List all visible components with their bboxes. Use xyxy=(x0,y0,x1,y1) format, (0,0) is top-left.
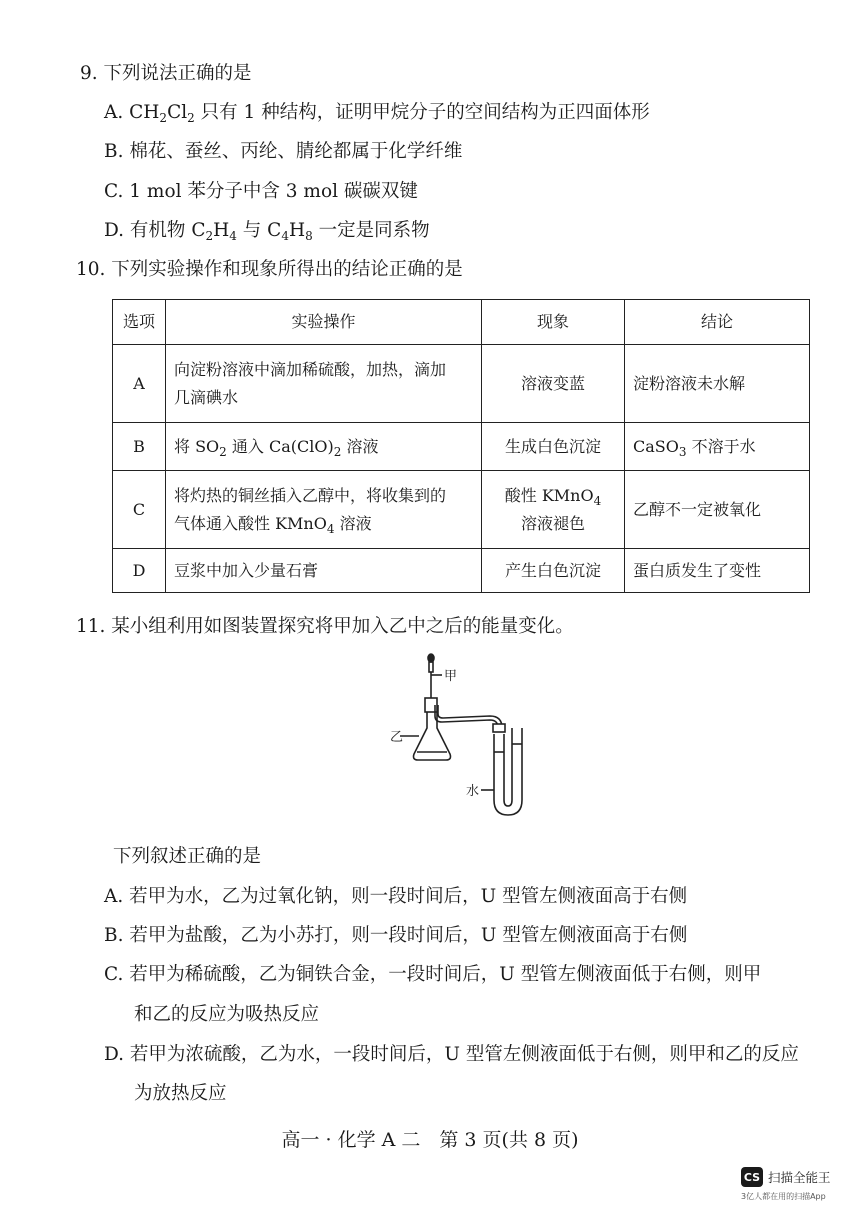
label-shui: 水 xyxy=(466,784,480,799)
q9-option-a: A. $CH_2Cl_2$ 只有 1 种结构，证明甲烷分子的空间结构为正四面体形 xyxy=(104,102,650,125)
row-operation: 将 $SO_2$ 通入 $Ca(ClO)_2$ 溶液 xyxy=(166,423,482,471)
q11-option-d-line1: D. 若甲为浓硫酸，乙为水，一段时间后，U 型管左侧液面低于右侧，则甲和乙的反应 xyxy=(104,1044,799,1065)
table-header-row xyxy=(113,300,810,345)
q11-option-c-line1: C. 若甲为稀硫酸，乙为铜铁合金，一段时间后，U 型管左侧液面低于右侧，则甲 xyxy=(104,964,762,985)
table-row xyxy=(113,345,810,423)
row-conclusion: 乙醇不一定被氧化 xyxy=(625,471,810,549)
q10-stem: 10. 下列实验操作和现象所得出的结论正确的是 xyxy=(76,259,463,280)
q11-option-b: B. 若甲为盐酸，乙为小苏打，则一段时间后，U 型管左侧液面高于右侧 xyxy=(104,925,688,946)
q9-stem: 9. 下列说法正确的是 xyxy=(80,63,252,84)
row-option: C xyxy=(113,471,166,549)
camscanner-name: 扫描全能王 xyxy=(768,1170,831,1185)
table-row xyxy=(113,549,810,593)
flask-icon xyxy=(400,698,451,760)
experiment-table xyxy=(112,299,810,593)
header-operation: 实验操作 xyxy=(166,300,482,345)
q11-option-a: A. 若甲为水，乙为过氧化钠，则一段时间后，U 型管左侧液面高于右侧 xyxy=(104,886,688,907)
connecting-tube-icon xyxy=(435,705,502,732)
q9-option-b: B. 棉花、蚕丝、丙纶、腈纶都属于化学纤维 xyxy=(104,141,463,162)
q11-stem: 11. 某小组利用如图装置探究将甲加入乙中之后的能量变化。 xyxy=(76,616,574,637)
q11-intro: 下列叙述正确的是 xyxy=(113,846,262,867)
camscanner-tagline: 3亿人都在用的扫描App xyxy=(741,1192,826,1201)
q11-option-c-line2: 和乙的反应为吸热反应 xyxy=(134,1004,320,1025)
header-option: 选项 xyxy=(113,300,166,345)
header-conclusion: 结论 xyxy=(625,300,810,345)
cs-badge-icon: CS xyxy=(741,1167,763,1187)
row-conclusion: 淀粉溶液未水解 xyxy=(625,345,810,423)
row-phenomenon: 产生白色沉淀 xyxy=(482,549,625,593)
label-yi: 乙 xyxy=(390,730,404,745)
q11-option-d-line2: 为放热反应 xyxy=(134,1083,227,1104)
header-phenomenon: 现象 xyxy=(482,300,625,345)
row-operation: 将灼热的铜丝插入乙醇中，将收集到的 气体通入酸性 KMnO$_4$ 溶液 xyxy=(166,471,482,549)
label-jia: 甲 xyxy=(444,669,458,684)
apparatus-figure xyxy=(390,650,540,830)
u-tube-icon xyxy=(481,724,522,815)
row-phenomenon: 溶液变蓝 xyxy=(482,345,625,423)
row-conclusion: 蛋白质发生了变性 xyxy=(625,549,810,593)
row-operation: 豆浆中加入少量石膏 xyxy=(166,549,482,593)
row-conclusion: CaSO$_3$ 不溶于水 xyxy=(625,423,810,471)
table-row xyxy=(113,423,810,471)
camscanner-logo xyxy=(741,1167,831,1187)
row-phenomenon: 酸性 KMnO$_4$ 溶液褪色 xyxy=(482,471,625,549)
row-option: A xyxy=(113,345,166,423)
row-option: B xyxy=(113,423,166,471)
row-phenomenon: 生成白色沉淀 xyxy=(482,423,625,471)
q9-option-d: D. 有机物 $C_2H_4$ 与 $C_4H_8$ 一定是同系物 xyxy=(104,220,430,243)
row-option: D xyxy=(113,549,166,593)
page-footer: 高一 · 化学 A 二 第 3 页(共 8 页) xyxy=(281,1129,579,1151)
table-row xyxy=(113,471,810,549)
q9-option-c: C. 1 mol 苯分子中含 3 mol 碳碳双键 xyxy=(104,181,418,202)
row-operation: 向淀粉溶液中滴加稀硫酸，加热，滴加 几滴碘水 xyxy=(166,345,482,423)
